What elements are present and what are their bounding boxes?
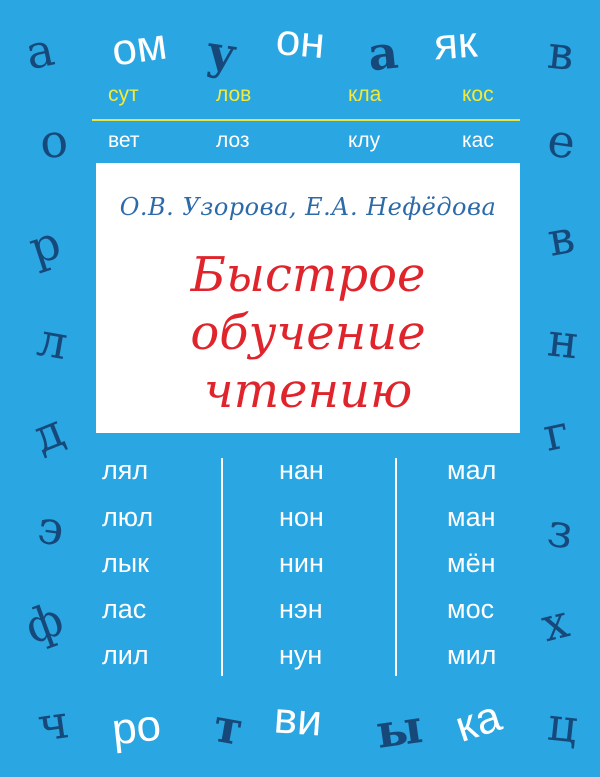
column-word: нин <box>279 548 324 578</box>
syllable: кас <box>462 129 494 152</box>
frame-letter: р <box>22 214 68 276</box>
authors: О.В. Узорова, Е.А. Нефёдова <box>119 193 497 221</box>
syllable-divider <box>92 119 520 121</box>
frame-letter: ц <box>545 696 581 754</box>
frame-word: ви <box>272 693 324 746</box>
frame-letter: т <box>209 697 247 757</box>
frame-letter: в <box>545 24 577 82</box>
column-word: нан <box>279 455 324 485</box>
frame-letter: н <box>545 312 582 370</box>
column-word: нон <box>279 502 324 532</box>
frame-word: як <box>432 17 479 70</box>
syllable: лоз <box>216 129 250 152</box>
frame-word: ка <box>449 691 508 752</box>
syllable: кос <box>462 83 494 106</box>
book-title-line: обучение <box>190 305 426 361</box>
frame-letter: о <box>37 112 71 170</box>
frame-letter: в <box>543 209 579 267</box>
syllable: кла <box>348 83 382 106</box>
frame-letter: а <box>365 24 401 82</box>
frame-letter: а <box>20 21 59 81</box>
syllable: лов <box>216 83 252 106</box>
frame-letter: г <box>538 404 574 462</box>
column-word: лил <box>102 640 149 670</box>
frame-letter: у <box>203 24 241 82</box>
frame-letter: ф <box>17 591 71 655</box>
frame-letter: ч <box>34 694 73 752</box>
column-divider <box>395 458 397 676</box>
title-panel <box>96 163 520 433</box>
column-word: нэн <box>279 594 323 624</box>
frame-word: ом <box>108 19 170 76</box>
column-word: мос <box>447 594 495 624</box>
frame-letter: д <box>24 402 72 464</box>
syllable: сут <box>108 83 139 106</box>
column-word: мил <box>447 640 497 670</box>
column-word: люл <box>102 502 154 532</box>
syllable: вет <box>108 129 140 152</box>
frame-letter: л <box>33 311 72 371</box>
column-word: лял <box>102 455 149 485</box>
column-word: лык <box>102 548 149 578</box>
column-word: нун <box>279 640 323 670</box>
book-title-line: чтению <box>203 363 413 419</box>
syllable: клу <box>348 129 381 152</box>
column-word: мён <box>447 548 496 578</box>
frame-word: ро <box>109 700 164 755</box>
column-divider <box>221 458 223 676</box>
book-title-line: Быстрое <box>190 247 426 303</box>
frame-letter: э <box>34 499 68 557</box>
frame-letter: з <box>543 502 578 560</box>
column-word: мал <box>447 455 497 485</box>
frame-letter: е <box>544 112 579 170</box>
frame-letter: х <box>535 593 575 653</box>
frame-letter: ы <box>372 699 426 759</box>
frame-word: он <box>274 14 327 69</box>
column-word: лас <box>102 594 147 624</box>
column-word: ман <box>447 502 496 532</box>
